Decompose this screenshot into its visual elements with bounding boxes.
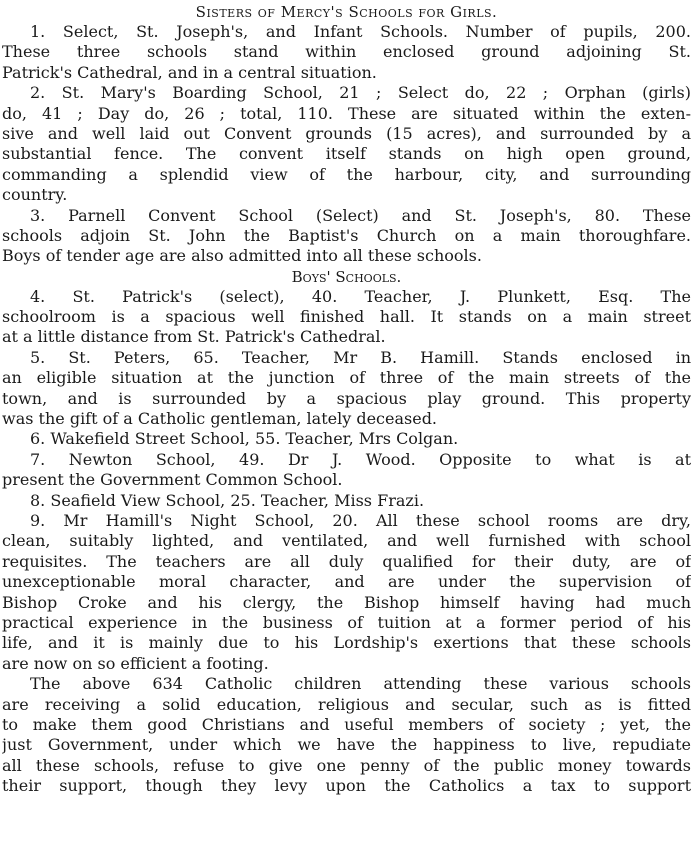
text-line: unexceptionable moral character, and are under the supervision of xyxy=(2,572,691,592)
text-line: requisites. The teachers are all duly qualified for their duty, are of xyxy=(2,551,691,571)
text-line: schools adjoin St. John the Baptist's Church on a main thoroughfare. xyxy=(2,225,691,245)
text-line: town, and is surrounded by a spacious play ground. This property xyxy=(2,388,691,408)
girls-schools-section xyxy=(2,22,691,267)
text-line: do, 41 ; Day do, 26 ; total, 110. These are situated within the exten- xyxy=(2,103,691,123)
boys-schools-section xyxy=(2,287,691,797)
text-line: was the gift of a Catholic gentleman, lately deceased. xyxy=(2,409,438,429)
text-line: life, and it is mainly due to his Lordship's exertions that these schools xyxy=(2,633,691,653)
text-line: 3. Parnell Convent School (Select) and St. Joseph's, 80. These xyxy=(30,205,691,225)
paragraph xyxy=(2,287,691,348)
text-line: country. xyxy=(2,185,68,205)
text-line: practical experience in the business of tuition at a former period of his xyxy=(2,612,691,632)
text-line: commanding a splendid view of the harbour, city, and surrounding xyxy=(2,164,691,184)
text-line: 7. Newton School, 49. Dr J. Wood. Opposite to what is at xyxy=(30,449,691,469)
text-line: Bishop Croke and his clergy, the Bishop himself having had much xyxy=(2,592,691,612)
text-line: Boys of tender age are also admitted into all these schools. xyxy=(2,246,482,266)
text-line: to make them good Christians and useful members of society ; yet, the xyxy=(2,714,691,734)
text-line: The above 634 Catholic children attending these various schools xyxy=(30,674,691,694)
paragraph xyxy=(2,450,691,491)
text-line: schoolroom is a spacious well finished hall. It stands on a main street xyxy=(2,307,691,327)
text-line: substantial fence. The convent itself stands on high open ground, xyxy=(2,144,691,164)
paragraph xyxy=(2,511,691,674)
paragraph xyxy=(2,22,691,83)
text-line: an eligible situation at the junction of three of the main streets of the xyxy=(2,368,691,388)
text-line: clean, suitably lighted, and ventilated, and well furnished with school xyxy=(2,531,691,551)
text-line: These three schools stand within enclosed ground adjoining St. xyxy=(2,42,691,62)
text-line: 6. Wakefield Street School, 55. Teacher, Mrs Colgan. xyxy=(30,429,459,449)
boys-schools-heading: Boys' Schools. xyxy=(291,267,402,286)
text-line: at a little distance from St. Patrick's Cathedral. xyxy=(2,327,386,347)
text-line: 8. Seafield View School, 25. Teacher, Miss Frazi. xyxy=(30,490,425,510)
paragraph xyxy=(2,491,691,511)
text-line: are now on so efficient a footing. xyxy=(2,653,269,673)
paragraph xyxy=(2,429,691,449)
paragraph xyxy=(2,348,691,430)
text-line: 5. St. Peters, 65. Teacher, Mr B. Hamill. Stands enclosed in xyxy=(30,347,691,367)
text-line: 2. St. Mary's Boarding School, 21 ; Select do, 22 ; Orphan (girls) xyxy=(30,83,691,103)
paragraph xyxy=(2,83,691,205)
text-line: all these schools, refuse to give one penny of the public money towards xyxy=(2,755,691,775)
paragraph xyxy=(2,674,691,796)
text-line: 4. St. Patrick's (select), 40. Teacher, J. Plunkett, Esq. The xyxy=(30,286,691,306)
text-line: 1. Select, St. Joseph's, and Infant Schools. Number of pupils, 200. xyxy=(30,22,691,41)
text-line: just Government, under which we have the happiness to live, repudiate xyxy=(2,735,691,755)
text-line: present the Government Common School. xyxy=(2,470,343,490)
text-line: their support, though they levy upon the Catholics a tax to support xyxy=(2,776,691,796)
text-line: sive and well laid out Convent grounds (15 acres), and surrounded by a xyxy=(2,123,691,143)
text-line: are receiving a solid education, religious and secular, such as is fitted xyxy=(2,694,691,714)
girls-schools-heading: Sisters of Mercy's Schools for Girls. xyxy=(195,3,498,21)
text-line: 9. Mr Hamill's Night School, 20. All these school rooms are dry, xyxy=(30,510,691,530)
text-line: Patrick's Cathedral, and in a central situation. xyxy=(2,62,377,82)
paragraph xyxy=(2,206,691,267)
